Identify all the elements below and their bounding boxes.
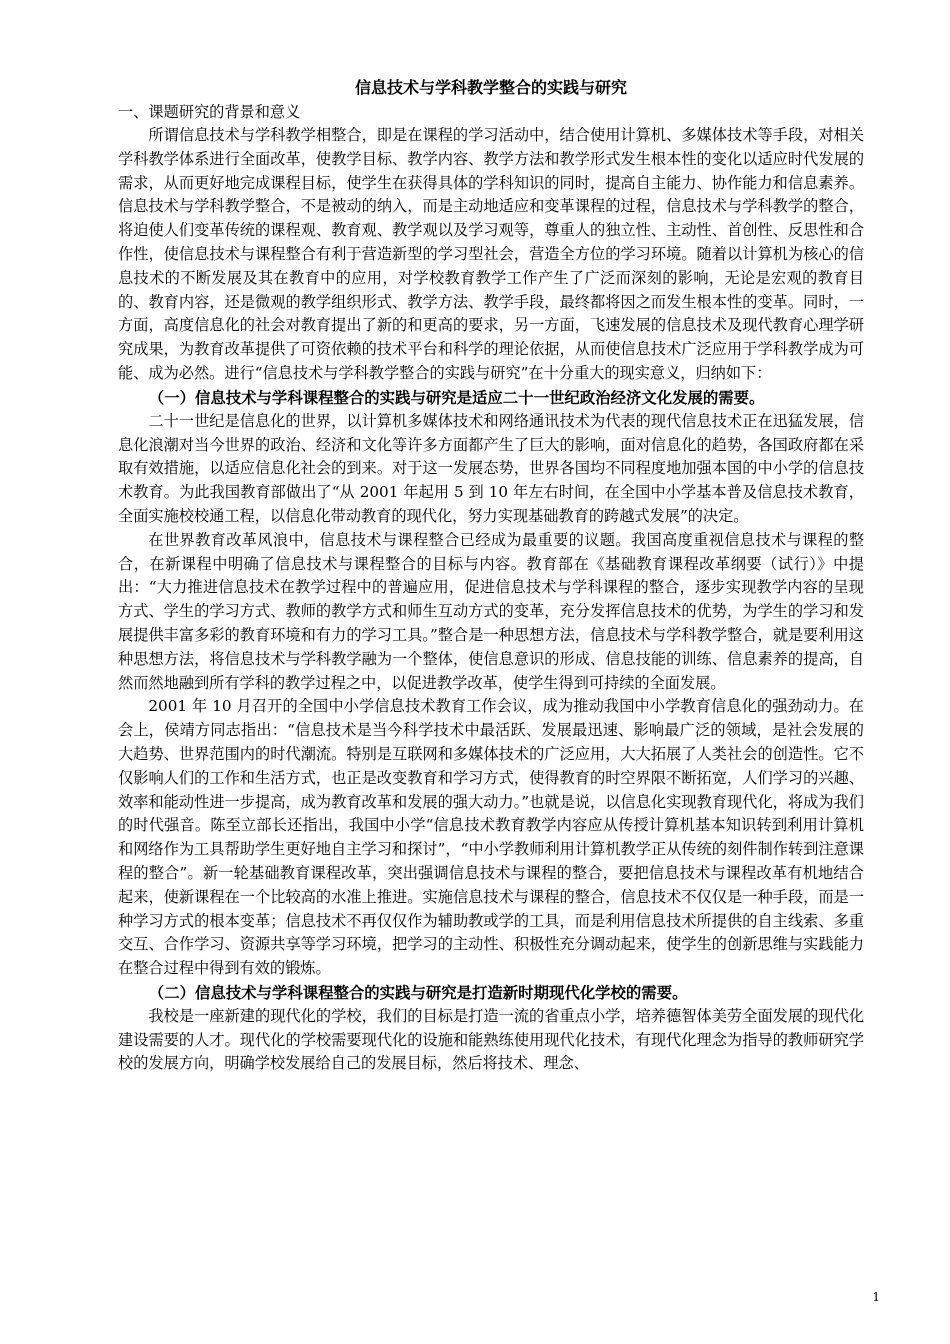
paragraph-1b: 在世界教育改革风浪中，信息技术与课程整合已经成为最重要的议题。我国高度重视信息技术与课程的整合，在新课程中明确了信息技术与课程整合的目标与内容。教育部在《基础教育课程改革纲要（试行）》中提出：“大力推进信息技术在教学过程中的普遍应用，促进信息技术与学科课程的整合，逐步实现教学内容的呈现方式、学生的学习方式、教师的教学方式和师生互动方式的变革，充分发挥信息技术的优势，为学生的学习和发展提供丰富多彩的教育环境和有力的学习工具。”整合是一种思想方法，信息技术与学科教学整合，就是要利用这种思想方法，将信息技术与学科教学融为一个整体，使信息意识的形成、信息技能的训练、信息素养的提高，自然而然地融到所有学科的教学过程之中，以促进教学改革，使学生得到可持续的全面发展。 (118, 530, 864, 692)
document-title: 信息技术与学科教学整合的实践与研究 (354, 78, 627, 97)
page-number: 1 (872, 1290, 880, 1304)
intro-paragraph: 所谓信息技术与学科教学相整合，即是在课程的学习活动中，结合使用计算机、多媒体技术等手段，对相关学科教学体系进行全面改革，使教学目标、教学内容、教学方法和教学形式发生根本性的变化以适应时代发展的需求，从而更好地完成课程目标，使学生在获得具体的学科知识的同时，提高自主能力、协作能力和信息素养。信息技术与学科教学整合，不是被动的纳入，而是主动地适应和变革课程的过程，信息技术与学科教学的整合，将迫使人们变革传统的课程观、教育观、教学观以及学习观等，尊重人的独立性、主动性、首创性、反思性和合作性，使信息技术与课程整合有利于营造新型的学习型社会，营造全方位的学习环境。随着以计算机为核心的信息技术的不断发展及其在教育中的应用，对学校教育教学工作产生了广泛而深刻的影响，无论是宏观的教育目的、教育内容，还是微观的教学组织形式、教学方法、教学手段，最终都将因之而发生根本性的变革。同时，一方面，高度信息化的社会对教育提出了新的和更高的要求，另一方面，飞速发展的信息技术及现代教育心理学研究成果，为教育改革提供了可资依赖的技术平台和科学的理论依据，从而使信息技术广泛应用于学科教学成为可能、成为必然。进行“信息技术与学科教学整合的实践与研究”在十分重大的现实意义，归纳如下： (118, 126, 864, 382)
paragraph-1a: 二十一世纪是信息化的世界，以计算机多媒体技术和网络通讯技术为代表的现代信息技术正在迅猛发展，信息化浪潮对当今世界的政治、经济和文化等许多方面都产生了巨大的影响，面对信息化的趋势，各国政府都在采取有效措施，以适应信息化社会的到来。对于这一发展态势，世界各国均不同程度地加强本国的中小学的信息技术教育。为此我国教育部做出了“从 2001 年起用 5 到 10 年左右时间，在全国中小学基本普及信息技术教育，全面实施校校通工程，以信息化带动教育的现代化，努力实现基础教育的跨越式发展”的决定。 (118, 411, 864, 525)
section-heading: 一、课题研究的背景和意义 (118, 103, 301, 121)
document-body (118, 76, 864, 1076)
paragraph-1c: 2001 年 10 月召开的全国中小学信息技术教育工作会议，成为推动我国中小学教育信息化的强劲动力。在会上，侯靖方同志指出：“信息技术是当今科学技术中最活跃、发展最迅速、影响最广泛的领域，是社会发展的大趋势、世界范围内的时代潮流。特别是互联网和多媒体技术的广泛应用，大大拓展了人类社会的创造性。它不仅影响人们的工作和生活方式，也正是改变教育和学习方式，使得教育的时空界限不断拓宽，人们学习的兴趣、效率和能动性进一步提高，成为教育改革和发展的强大动力。”也就是说，以信息化实现教育现代化，将成为我们的时代强音。陈至立部长还指出，我国中小学“信息技术教育教学内容应从传授计算机基本知识转到利用计算机和网络作为工具帮助学生更好地自主学习和探讨”，“中小学教师利用计算机教学正从传统的刻件制作转到注意课程的整合”。新一轮基础教育课程改革，突出强调信息技术与课程的整合，要把信息技术与课程改革有机地结合起来，使新课程在一个比较高的水准上推进。实施信息技术与课程的整合，信息技术不仅仅是一种手段，而是一种学习方式的根本变革；信息技术不再仅仅作为辅助教或学的工具，而是利用信息技术所提供的自主线索、多重交互、合作学习、资源共享等学习环境，把学习的主动性、积极性充分调动起来，使学生的创新思维与实践能力在整合过程中得到有效的锻炼。 (118, 697, 864, 978)
subheading-one: （一）信息技术与学科课程整合的实践与研究是适应二十一世纪政治经济文化发展的需要。 (148, 388, 765, 407)
subheading-two: （二）信息技术与学科课程整合的实践与研究是打造新时期现代化学校的需要。 (148, 983, 688, 1002)
paragraph-2a: 我校是一座新建的现代化的学校，我们的目标是打造一流的省重点小学，培养德智体美劳全面发展的现代化建设需要的人才。现代化的学校需要现代化的设施和能熟练使用现代化技术，有现代化理念为指导的教师研究学校的发展方向，明确学校发展给自己的发展目标，然后将技术、理念、 (118, 1006, 864, 1073)
